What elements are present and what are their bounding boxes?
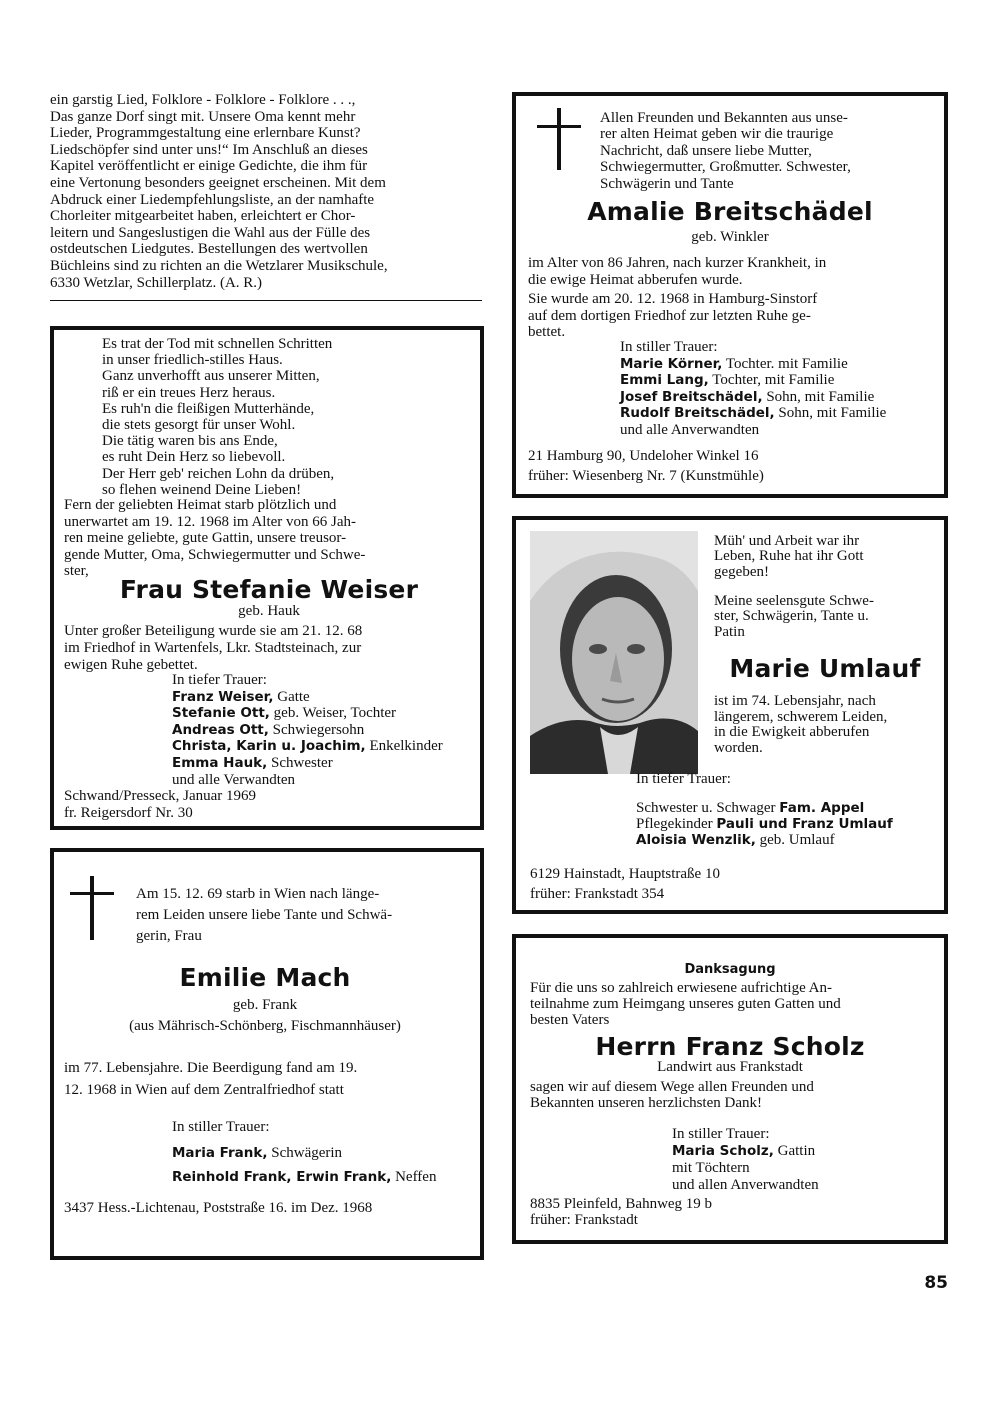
mourner-relation: Schwester [267,754,333,771]
mourner-relation: und alle Verwandten [172,771,296,788]
mourner [172,1141,472,1165]
text-line: Leben, Ruhe hat ihr Gott [714,548,864,565]
mourner-relation: Tochter, mit Familie [708,372,835,389]
mourner [636,816,940,832]
notice-heading: Danksagung [684,962,776,977]
portrait-image [530,531,698,774]
mourner-relation: geb. Umlauf [755,832,835,849]
divider [50,300,482,301]
text-line: ist im 74. Lebensjahr, nach [714,693,876,709]
page-number: 85 [924,1273,948,1293]
border-bottom [512,910,948,914]
former-address: fr. Reigersdorf Nr. 30 [64,804,193,821]
intro-article [50,92,490,291]
deceased-name: Frau Stefanie Weiser [119,575,419,604]
mourner [620,422,940,439]
umlauf-address [530,864,930,904]
poem-line: so flehen weinend Deine Lieben! [102,481,302,498]
mourner-line: mit Töchtern [672,1160,750,1176]
mourner-name: Marie Körner, [620,355,723,372]
mourning-title: In tiefer Trauer: [636,771,731,787]
mourner-relation: Sohn, mit Familie [774,405,887,422]
umlauf-verse [714,534,938,580]
mourner-name: Andreas Ott, [172,721,269,738]
text-line: Schwiegermutter, Großmutter. Schwester, [600,159,851,176]
poem-line: es ruht Dein Herz so liebevoll. [102,449,286,466]
former-address: früher: Frankstadt [530,1212,638,1229]
umlauf-intro [714,594,938,640]
text-line: besten Vaters [530,1012,610,1029]
mourner [172,705,472,722]
text-line: Müh' und Arbeit war ihr [714,533,860,549]
mourner [672,1143,938,1160]
mourner-relation: geb. Weiser, Tochter [269,705,397,722]
poem-line: die stets gesorgt für unser Wohl. [102,417,296,434]
text-line: Nachricht, daß unsere liebe Mutter, [600,142,812,159]
poem-line: Es trat der Tod mit schnellen Schritten [102,336,333,352]
text-line: Für die uns so zahlreich erwiesene aufrichtige An- [530,980,832,996]
text-line: Schwägerin und Tante [600,175,734,192]
profession: Landwirt aus Frankstadt [657,1059,803,1075]
text-line: auf dem dortigen Friedhof zur letzten Ruhe ge- [528,307,811,324]
maiden-name: geb. Frank [232,997,298,1013]
maiden-name: geb. Winkler [691,229,769,245]
text-line: in die Ewigkeit abberufen [714,724,870,741]
text-line: bettet. [528,324,566,341]
poem-line: Der Herr geb' reichen Lohn da drüben, [102,465,335,482]
mourner [172,689,472,706]
mourning-title: In tiefer Trauer: [172,672,267,688]
umlauf-mourners [636,800,940,849]
text-line: unerwartet am 19. 12. 1968 im Alter von 66 Jah- [64,513,357,530]
text-line: sagen wir auf diesem Wege allen Freunden und [530,1079,814,1095]
text-line: gerin, Frau [136,928,202,944]
mach-funeral [64,1057,474,1101]
mourner [172,755,472,772]
mourner-relation: Tochter. mit Familie [722,355,848,372]
mourning-title: In stiller Trauer: [172,1119,270,1135]
weiser-burial [64,623,474,673]
weiser-place [64,788,474,821]
text-line: ren meine geliebte, gute Gattin, unsere treusor- [64,530,347,547]
text-line: Meine seelensgute Schwe- [714,593,874,609]
mach-intro [136,884,476,947]
mourning-title: In stiller Trauer: [672,1126,770,1142]
mourner-relation: Gatte [273,688,310,705]
deceased-name: Marie Umlauf [729,654,921,683]
text-line: Kapitel veröffentlicht er einige Gedichte, die ihm für [50,158,368,175]
border-bottom [50,1256,484,1260]
text-line: längerem, schwerem Leiden, [714,708,888,725]
mourner-name: Reinhold Frank, Erwin Frank, [172,1169,392,1185]
breitschaedel-burial [528,291,938,341]
breitschaedel-mourners [620,339,940,439]
mourner [620,356,940,373]
portrait-photo [530,531,698,774]
mourner [620,389,940,406]
deceased-name: Emilie Mach [179,963,351,992]
mourner-relation: Schwester u. Schwager [636,800,780,816]
text-line: die ewige Heimat abberufen wurde. [528,271,743,288]
text-line: eine Vertonung besonders geeignet erscheinen. Mit dem [50,174,386,191]
text-line: teilnahme zum Heimgang unseres guten Gatten und [530,996,841,1013]
mourner-name: Rudolf Breitschädel, [620,405,775,422]
scholz-mourners [672,1126,938,1194]
border-bottom [512,494,948,498]
mourner [172,722,472,739]
weiser-mourners [172,672,472,788]
scholz-address [530,1196,930,1228]
place-date: Schwand/Presseck, Januar 1969 [64,788,257,804]
text-line: gende Mutter, Oma, Schwiegermutter und Schwe- [64,546,366,563]
text-line: leitern und Sangeslustigen die Wahl aus der Fülle des [50,224,371,241]
mourner-relation: und alle Anverwandten [620,421,760,438]
scholz-thanks [530,1079,940,1111]
mourner-name: Aloisia Wenzlik, [636,832,756,849]
text-line: ein garstig Lied, Folklore - Folklore - Folklore . . ., [50,92,356,108]
mourner-relation: Schwiegersohn [268,721,365,738]
mourner-name: Emmi Lang, [620,372,709,389]
breitschaedel-age [528,255,938,288]
mourning-title: In stiller Trauer: [620,339,718,355]
text-line: Liedschöpfer sind unter uns!“ Im Anschluß an dieses [50,141,368,158]
mourner-name: Pauli und Franz Umlauf [716,816,893,833]
mourner [172,738,472,755]
mourner-relation: Neffen [391,1169,437,1185]
text-line: Büchleins sind zu richten an die Wetzlarer Musikschule, [50,257,388,274]
text-line: ewigen Ruhe gebettet. [64,656,198,673]
mourner-name: Maria Scholz, [672,1143,774,1159]
address: 21 Hamburg 90, Undeloher Winkel 16 [528,448,759,464]
text-line: Patin [714,623,745,640]
border-bottom [512,1240,948,1244]
mourner-relation: Enkelkinder [365,738,443,755]
mourner [172,1165,472,1189]
mourner [172,772,472,789]
text-line: Sie wurde am 20. 12. 1968 in Hamburg-Sinstorf [528,291,818,307]
text-line: 12. 1968 in Wien auf dem Zentralfriedhof statt [64,1082,344,1098]
mourner-name: Josef Breitschädel, [620,388,763,405]
text-line: ster, Schwägerin, Tante u. [714,608,869,625]
mourner-relation: Gattin [773,1143,816,1159]
scholz-intro [530,980,940,1029]
text-line: worden. [714,739,763,756]
address: 3437 Hess.-Lichtenau, Poststraße 16. im Dez. 1968 [64,1200,373,1216]
mourner-name: Fam. Appel [779,800,865,816]
mourner-relation: Schwägerin [267,1145,343,1161]
weiser-poem [102,336,462,498]
text-line: Fern der geliebten Heimat starb plötzlich und [64,497,337,513]
text-line: Am 15. 12. 69 starb in Wien nach länge- [136,886,380,902]
poem-line: Es ruh'n die fleißigen Mutterhände, [102,400,315,417]
mourner-name: Maria Frank, [172,1145,268,1161]
mourner [620,372,940,389]
text-line: Unter großer Beteiligung wurde sie am 21. 12. 68 [64,623,363,639]
former-address: früher: Wiesenberg Nr. 7 (Kunstmühle) [528,468,764,484]
text-line: rem Leiden unsere liebe Tante und Schwä- [136,907,393,923]
mourner-name: Christa, Karin u. Joachim, [172,738,366,755]
mourner-name: Franz Weiser, [172,688,274,705]
mourner [636,832,940,848]
text-line: ostdeutschen Liedgutes. Bestellungen des wertvollen [50,241,368,258]
weiser-intro [64,497,474,580]
text-line: 6330 Wetzlar, Schillerplatz. (A. R.) [50,274,263,291]
text-line: im 77. Lebensjahre. Die Beerdigung fand am 19. [64,1060,358,1076]
text-line: ster, [64,563,89,580]
text-line: Allen Freunden und Bekannten aus unse- [600,110,848,126]
mourner-line: und allen Anverwandten [672,1177,819,1193]
deceased-name: Herrn Franz Scholz [595,1032,865,1061]
text-line: Bekannten unseren herzlichsten Dank! [530,1095,762,1112]
mourner-name: Emma Hauk, [172,754,268,771]
address: 6129 Hainstadt, Hauptstraße 10 [530,866,720,882]
umlauf-age [714,694,938,756]
breitschaedel-address [528,446,938,486]
deceased-name: Amalie Breitschädel [587,197,873,226]
text-line: rer alten Heimat geben wir die traurige [600,126,834,143]
text-line: im Alter von 86 Jahren, nach kurzer Krankheit, in [528,255,827,271]
poem-line: Ganz unverhofft aus unserer Mitten, [102,368,320,385]
mourner-name: Stefanie Ott, [172,705,270,722]
text-line: gegeben! [714,563,769,580]
cross-icon [537,108,581,170]
text-line: Chorleiter mitgearbeitet haben, erleichtert er Chor- [50,208,356,225]
text-line: Lieder, Programmgestaltung eine erlernbare Kunst? [50,125,361,142]
text-line: Abdruck einer Liedempfehlungsliste, an der namhafte [50,191,375,208]
address: 8835 Pleinfeld, Bahnweg 19 b [530,1196,713,1212]
poem-line: Die tätig waren bis ans Ende, [102,433,278,450]
border-bottom [50,826,484,830]
mach-mourners [172,1115,472,1189]
text-line: Das ganze Dorf singt mit. Unsere Oma kennt mehr [50,108,356,125]
mourner-relation: Pflegekinder [636,816,717,833]
mourner [620,405,940,422]
breitschaedel-intro [600,110,938,192]
text-line: im Friedhof in Wartenfels, Lkr. Stadtsteinach, zur [64,639,362,656]
poem-line: in unser friedlich-stilles Haus. [102,352,283,369]
mourner-relation: Sohn, mit Familie [762,388,875,405]
origin: (aus Mährisch-Schönberg, Fischmannhäuser) [129,1018,401,1034]
maiden-name: geb. Hauk [238,603,300,619]
mourner [636,800,940,816]
former-address: früher: Frankstadt 354 [530,886,665,902]
poem-line: riß er ein treues Herz heraus. [102,384,276,401]
cross-icon [70,876,114,940]
